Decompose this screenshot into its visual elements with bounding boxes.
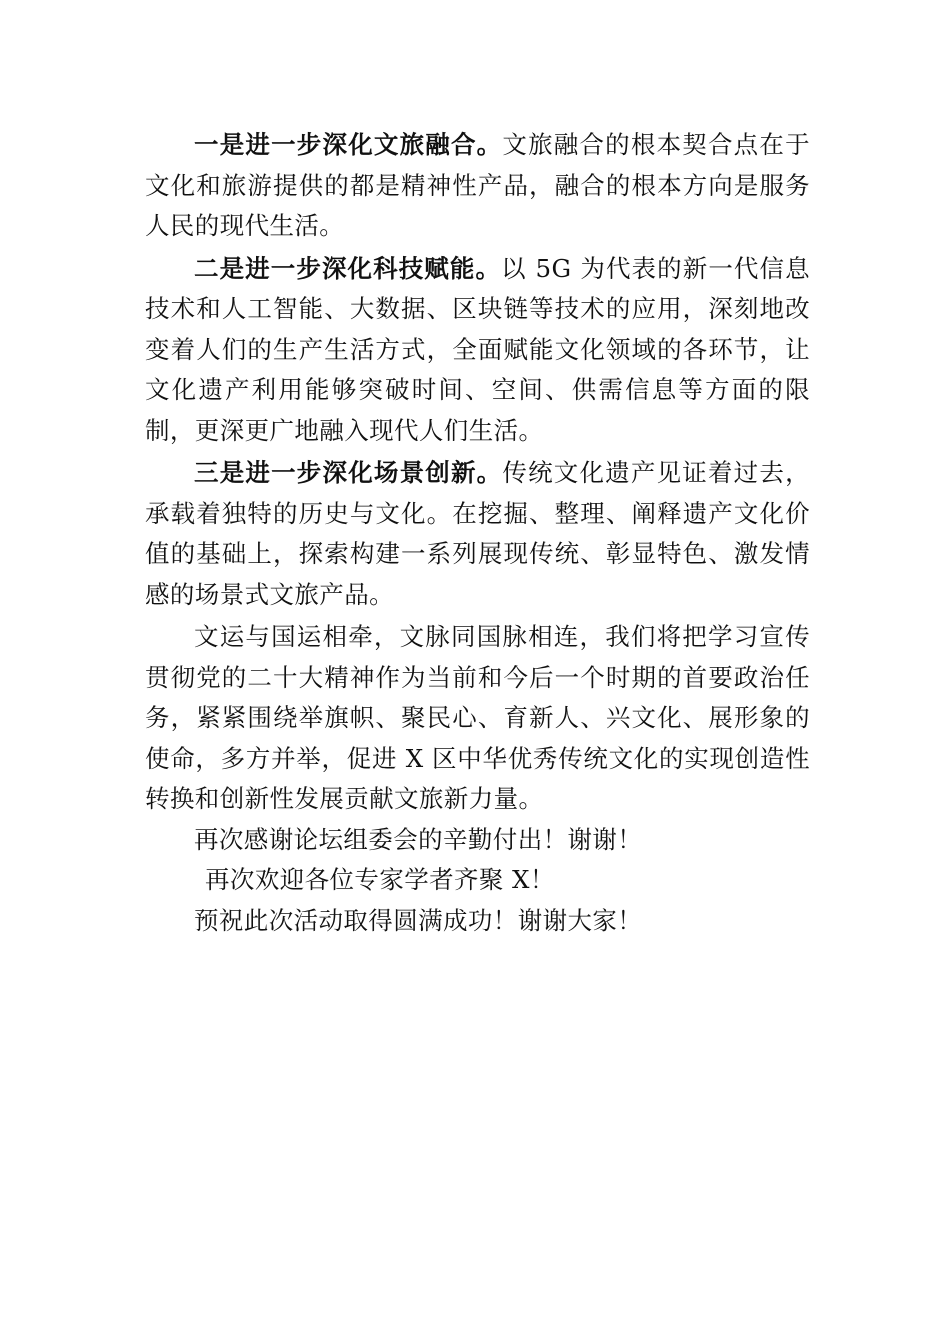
paragraph-scene-innovation: [145, 453, 810, 615]
paragraph-technology-empowerment: [145, 249, 810, 452]
paragraph-heading: 二是进一步深化科技赋能。: [194, 253, 502, 283]
paragraph-heading: 一是进一步深化文旅融合。: [194, 130, 503, 159]
paragraph-heading: 三是进一步深化场景创新。: [194, 458, 503, 487]
paragraph-text: 以 5G 为代表的新一代信息技术和人工智能、大数据、区块链等技术的应用，深刻地改变着人们的生产生活方式，全面赋能文化领域的各环节，让文化遗产利用能够突破时间、空间、供需信息等方面的限制，更深更广地融入现代人们生活。: [145, 253, 810, 445]
summary-paragraph: 文运与国运相牵，文脉同国脉相连，我们将把学习宣传贯彻党的二十大精神作为当前和今后一个时期的首要政治任务，紧紧围绕举旗帜、聚民心、育新人、兴文化、展形象的使命，多方并举，促进 X 区中华优秀传统文化的实现创造性转换和创新性发展贡献文旅新力量。: [145, 622, 810, 813]
document-body: [145, 125, 810, 941]
paragraph-culture-tourism-integration: [145, 125, 810, 247]
paragraph-text: 文旅融合的根本契合点在于文化和旅游提供的都是精神性产品，融合的根本方向是服务人民的现代生活。: [145, 130, 810, 240]
closing-wishes-line: 预祝此次活动取得圆满成功！谢谢大家！: [194, 905, 643, 935]
closing-welcome-line: 再次欢迎各位专家学者齐聚 X！: [205, 865, 555, 894]
closing-thanks-line: 再次感谢论坛组委会的辛勤付出！谢谢！: [194, 824, 643, 854]
paragraph-text: 传统文化遗产见证着过去，承载着独特的历史与文化。在挖掘、整理、阐释遗产文化价值的基础上，探索构建一系列展现传统、彰显特色、激发情感的场景式文旅产品。: [145, 458, 810, 609]
